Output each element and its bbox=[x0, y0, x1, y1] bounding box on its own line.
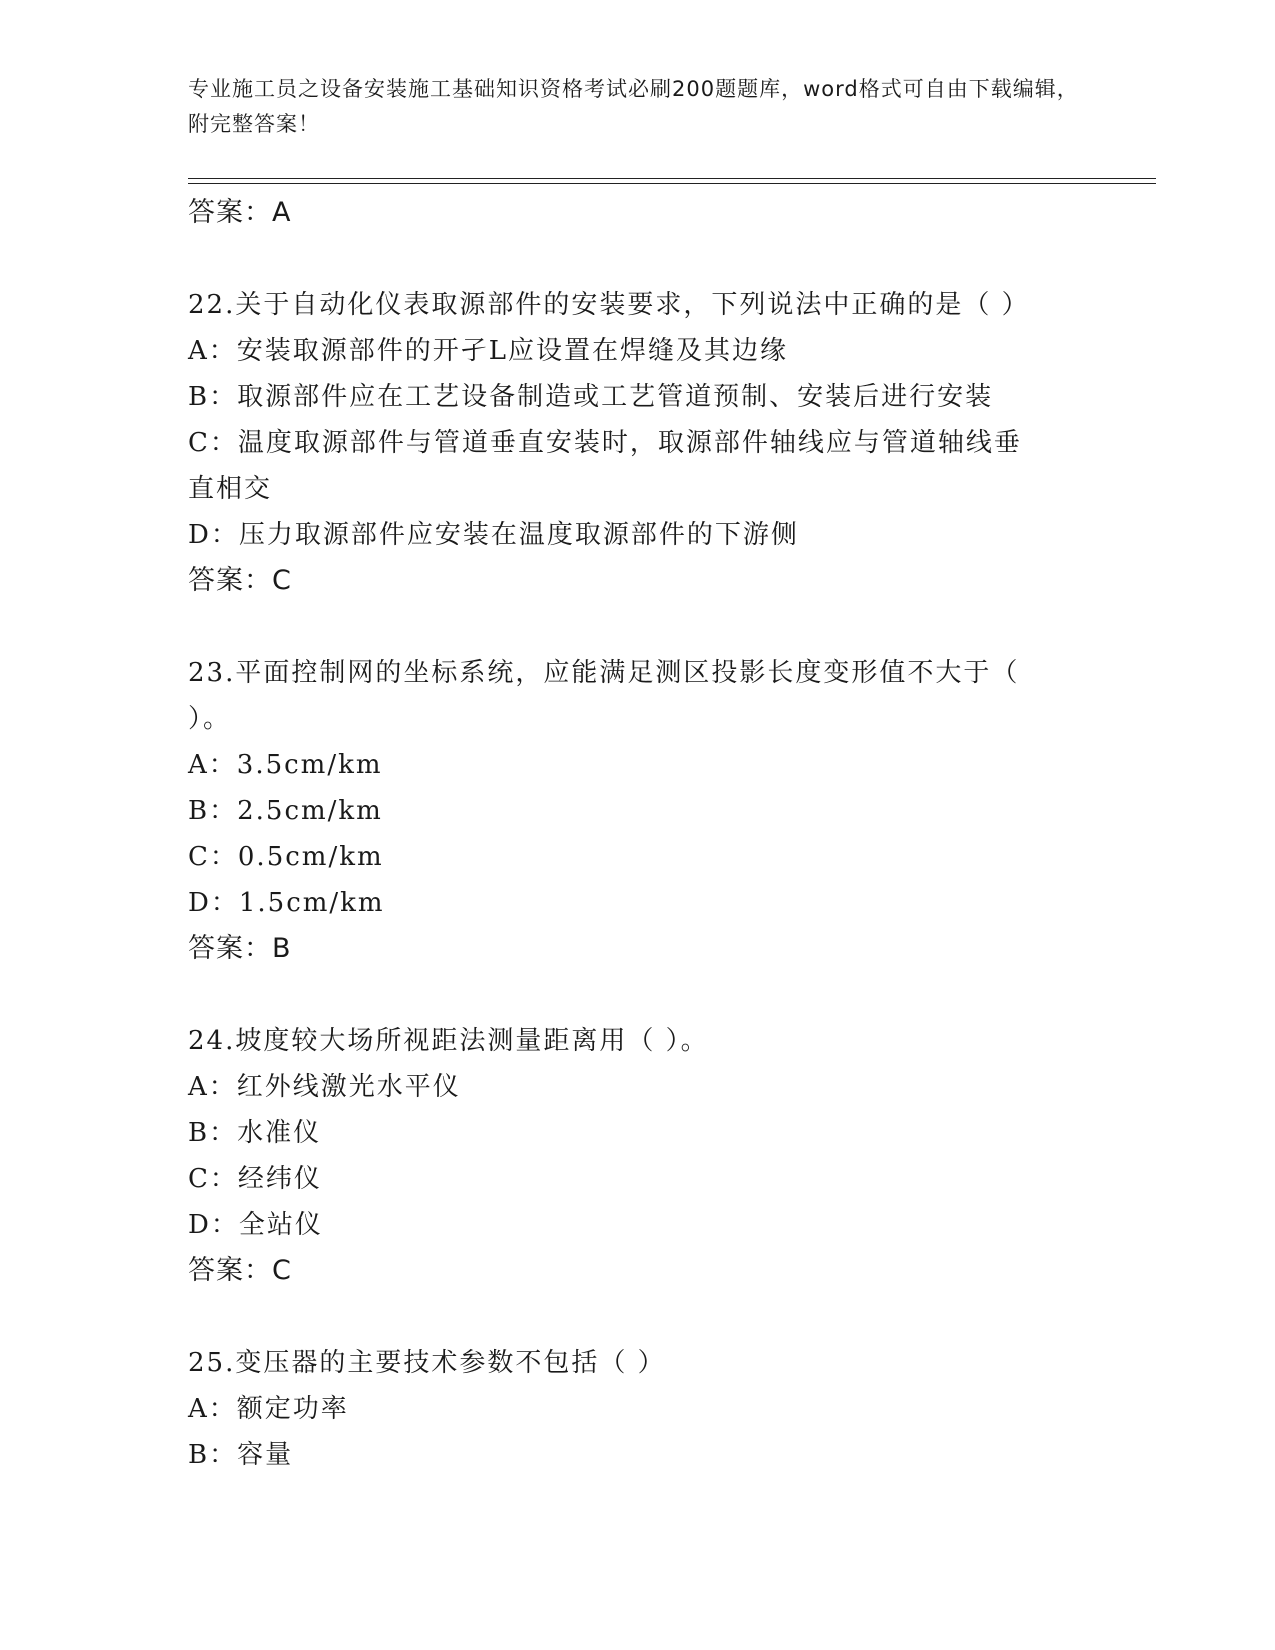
option-d: D：全站仪 bbox=[188, 1210, 323, 1240]
option-b: B：水准仪 bbox=[188, 1118, 322, 1148]
question-stem: 23.平面控制网的坐标系统，应能满足测区投影长度变形值不大于（ ）。 bbox=[188, 658, 1020, 734]
answer: 答案：B bbox=[188, 933, 292, 964]
option-c: C：经纬仪 bbox=[188, 1164, 322, 1194]
option-a: A：3.5cm/km bbox=[188, 750, 383, 780]
option-b: B：取源部件应在工艺设备制造或工艺管道预制、安装后进行安装 bbox=[188, 382, 994, 412]
question-24 bbox=[188, 1018, 1088, 1294]
spacer bbox=[188, 1294, 1088, 1340]
question-22 bbox=[188, 282, 1088, 604]
question-23 bbox=[188, 650, 1088, 972]
option-b: B：容量 bbox=[188, 1440, 294, 1470]
option-a: A：红外线激光水平仪 bbox=[188, 1072, 461, 1102]
question-stem: 24.坡度较大场所视距法测量距离用（ ）。 bbox=[188, 1026, 709, 1056]
option-d: D：1.5cm/km bbox=[188, 888, 385, 918]
document-header: 专业施工员之设备安装施工基础知识资格考试必刷200题题库，word格式可自由下载编辑，附完整答案！ bbox=[188, 77, 1079, 136]
option-a: A：额定功率 bbox=[188, 1394, 349, 1424]
option-a: A：安装取源部件的开孑L应设置在焊缝及其边缘 bbox=[188, 336, 789, 366]
answer: 答案：C bbox=[188, 1255, 292, 1286]
spacer bbox=[188, 972, 1088, 1018]
option-d: D：压力取源部件应安装在温度取源部件的下游侧 bbox=[188, 520, 799, 550]
question-stem: 25.变压器的主要技术参数不包括（ ） bbox=[188, 1348, 666, 1378]
document-body bbox=[188, 190, 1088, 1478]
spacer bbox=[188, 604, 1088, 650]
header-divider-secondary bbox=[188, 183, 1156, 184]
spacer bbox=[188, 236, 1088, 282]
answer: 答案：C bbox=[188, 565, 292, 596]
option-c: C：温度取源部件与管道垂直安装时，取源部件轴线应与管道轴线垂直相交 bbox=[188, 428, 1022, 504]
header-divider bbox=[188, 178, 1156, 179]
option-b: B：2.5cm/km bbox=[188, 796, 383, 826]
question-stem: 22.关于自动化仪表取源部件的安装要求，下列说法中正确的是（ ） bbox=[188, 290, 1030, 320]
answer-q21: 答案：A bbox=[188, 197, 292, 228]
question-25 bbox=[188, 1340, 1088, 1478]
option-c: C：0.5cm/km bbox=[188, 842, 384, 872]
